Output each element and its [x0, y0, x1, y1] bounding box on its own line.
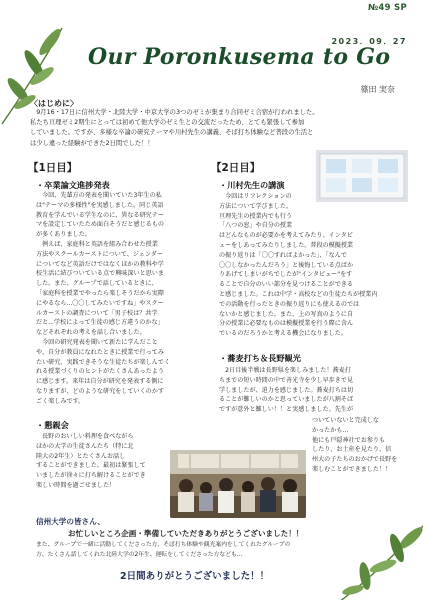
- body-line: が多くありました。: [36, 231, 91, 239]
- body-line: かったかも...: [312, 426, 349, 434]
- day2-section2-title: ・蕎麦打ち＆長野観光: [219, 353, 301, 363]
- body-line: することができました。最初は緊張して: [36, 462, 146, 470]
- body-line: と感じました。これは中学・高校などの生徒たちが授業内: [219, 290, 378, 298]
- body-line: 楽しい時間を過ごせました！: [36, 481, 116, 489]
- body-line: ちまでの短い時間の中で善光寺を少し早歩きで見: [219, 376, 354, 384]
- body-line: ることで自分のいい部分を見つけることができる: [219, 281, 354, 289]
- day2-section1-title: ・川村先生の講演: [219, 180, 285, 190]
- group-photo-image: [170, 450, 306, 518]
- day2-section1-body: [219, 192, 391, 339]
- intro-line: 9月16・17日に信州大学・北陸大学・中京大学の3つのゼミが集まり合同ゼミ合宿が行われました。: [30, 109, 319, 116]
- body-line: 今回はリフレクションの: [219, 193, 292, 200]
- body-line: はどんなものが必要かを考えてみたり、インタビ: [219, 232, 353, 240]
- body-line: 「家庭科を授業でやったら楽しそうだから実際: [36, 289, 164, 297]
- body-line: や、自分が教員になれたときに授業で行ってみ: [36, 348, 164, 356]
- body-line: れる授業づくりのヒントがたくさんあったよう: [36, 368, 164, 376]
- day1-section2-body: [36, 432, 170, 491]
- body-line: 陸大の2年生）とたくさんお話し: [36, 452, 126, 460]
- body-line: 楽しむことができました！！: [312, 465, 392, 473]
- body-line: 長野のおいしい料理を食べながら: [36, 433, 134, 440]
- newsletter-title: Our Poronkusema to Go: [88, 44, 391, 70]
- body-line: などそれぞれの考えを話し合いました。: [36, 329, 146, 337]
- body-line: 2日目後半戦は長野県を楽しみました！蕎麦打: [219, 367, 351, 374]
- day1-section1-title: ・卒業論文進捗発表: [36, 180, 110, 190]
- body-line: りあげてしまいがちでしたが"インタビュー"をす: [219, 271, 353, 279]
- body-line: ほかの大学の生徒さんたち（特に北: [36, 442, 134, 450]
- closing-paragraph: [36, 541, 406, 560]
- body-line: にやるなら...〇〇してみたいですね」やスクー: [36, 299, 164, 307]
- body-line: ューをしあってみたりしました。普段の模擬授業: [219, 241, 354, 249]
- body-line: した。また、グループで話しているときに、: [36, 280, 158, 288]
- body-line: たい研究、実践できそうな生徒たちが楽しんでく: [36, 358, 171, 366]
- body-line: は"テーマの多様性"を実感しました。同じ英語: [36, 201, 164, 209]
- body-line: の振り返りは「〇〇すればよかった」、「なんで: [219, 251, 347, 259]
- closing-final-thanks: 2日間ありがとうございました！！: [120, 571, 270, 582]
- body-line: についてなど英語だけではなくほかの教科や学: [36, 260, 164, 268]
- body-line: 今回の研究発表を聞いて新たに学んだこと: [36, 338, 158, 346]
- body-line: ないかと感じました。また、上の写真のように自: [219, 310, 354, 318]
- body-line: 学しましたが、迫力を感じました。蕎麦打ちは切: [219, 386, 354, 394]
- body-line: 教育を学んでいる学生なのに、異なる研究テー: [36, 211, 164, 219]
- day2-section2-body-continued: [312, 416, 408, 475]
- body-line: なりますが、どのような研究をしていくのかす: [36, 387, 164, 395]
- issue-number: №49 SP: [367, 3, 407, 13]
- body-line: でいるのだろうかと考える機会になりました。: [219, 330, 347, 338]
- intro-line: していました。ですが、多様な卒論の研究テーマや川村先生の講義、そば打ち体験など普段の生活と: [30, 129, 314, 137]
- body-line: 方法について学びました。: [219, 202, 293, 210]
- body-line: ルカーストの調査について「男子校は？共学: [36, 309, 158, 317]
- body-line: ですが意外と難しい！！と実感しました。先生が: [219, 406, 354, 414]
- issue-date: 2023．09．27: [331, 37, 407, 46]
- closing-line: 方、たくさん話してくれた北陸大学の2年生、運転をしてくださった方なども...: [36, 551, 243, 558]
- body-line: 方法やスクールカーストについて、ジェンダー: [36, 250, 163, 258]
- body-line: したり、お土産を見たり、信: [312, 446, 392, 454]
- intro-line: 私たち亘理ゼミ2期生にとっては初めて他大学のゼミ生との交流だったため、とても緊張して参加: [30, 119, 305, 127]
- intro-line: は少し違った経験ができた2日間でした！！: [30, 139, 154, 147]
- closing-greeting: 信州大学の皆さん、: [36, 517, 105, 526]
- body-line: 校生活に結びついている点で興味深いと思いま: [36, 270, 164, 278]
- day2-heading: 【2日目】: [211, 162, 261, 174]
- body-line: だと...学校によって生徒の感じ方違うのかな」: [36, 319, 164, 327]
- intro-heading: 〈はじめに〉: [30, 99, 78, 108]
- closing-line: また、グループで一緒に活動してくださった方、そば打ち体験や観光案内をしてくれたグループの: [36, 542, 291, 548]
- intro-paragraph: [30, 108, 402, 149]
- body-line: ることが難しいのかと思っていましたが八割そば: [219, 396, 354, 404]
- body-line: 例えば、家庭科と英語を組み合わせた授業: [36, 240, 158, 248]
- body-line: 他にも戸隠神社でお参りも: [312, 436, 386, 444]
- body-line: ついていないと完成しな: [312, 417, 380, 424]
- body-line: いましたが徐々に打ち解けることができ: [36, 472, 146, 480]
- body-line: 〇〇しなかったんだろう」と後悔している点ばか: [219, 261, 354, 269]
- day1-section2-title: ・懇親会: [36, 420, 69, 430]
- body-line: 今回、先輩方の発表を聞いていた3年生の私: [36, 192, 162, 199]
- day1-section1-body: [36, 191, 208, 407]
- body-line: での活動を行ったときの振り返りにも使えるのでは: [219, 300, 360, 308]
- body-line: に感じます。来年は自分が研究を発表する側に: [36, 378, 164, 386]
- day1-heading: 【1日目】: [28, 162, 78, 174]
- body-line: ごく楽しみです。: [36, 397, 85, 405]
- closing-thanks-line: お忙しいところ企画・準備していただきありがとうございました！！: [68, 529, 304, 538]
- body-line: 分の授業に必要なものは模擬授業を行う際に含ん: [219, 320, 354, 328]
- body-line: 亘理先生の授業内でも行う: [219, 212, 293, 220]
- body-line: 州大の子たちのおかげで長野を: [312, 456, 398, 464]
- body-line: マを設定していたため面白そうだと感じるもの: [36, 221, 164, 229]
- author-name: 篠田 実奈: [360, 85, 395, 94]
- body-line: 「八つの窓」や自分の授業: [219, 222, 293, 230]
- day2-section2-body: [219, 366, 395, 415]
